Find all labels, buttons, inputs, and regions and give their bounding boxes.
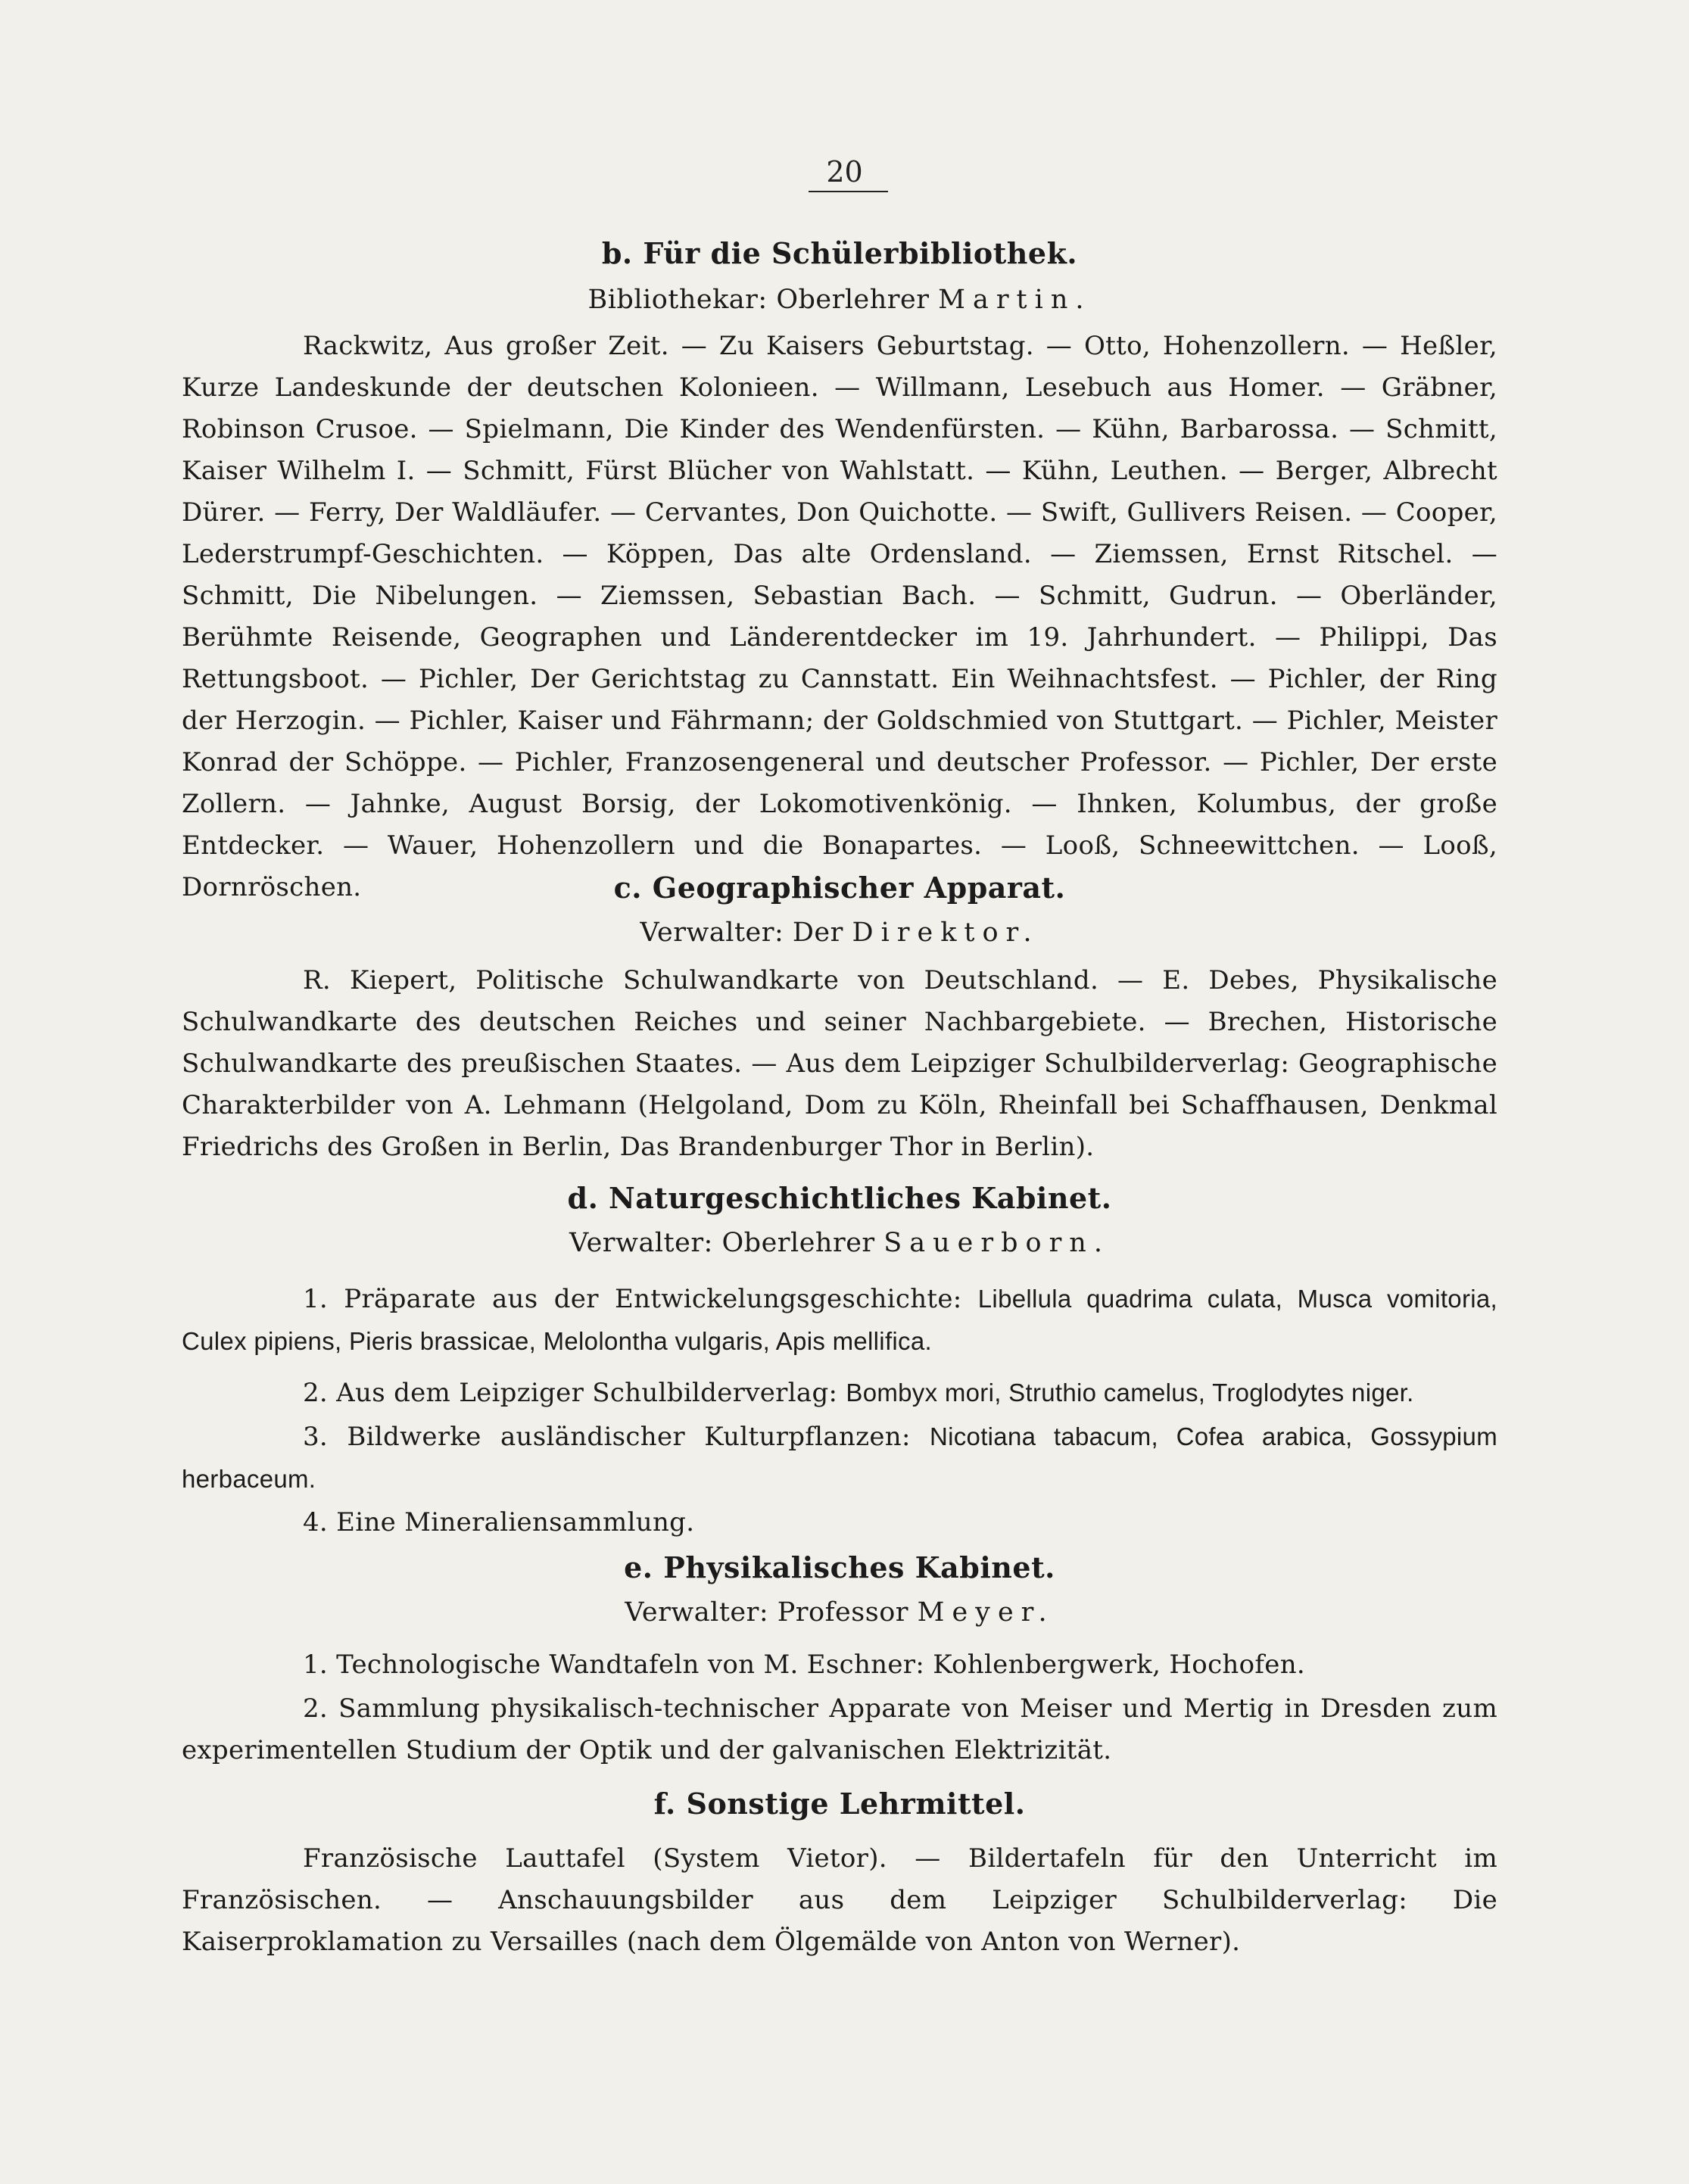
section-f-heading: f. Sonstige Lehrmittel. [653,1787,1026,1821]
item-text: Sammlung physikalisch-technischer Apparate von Meiser und Mertig in Dresden zum experimentellen Studium der Optik und der galvanischen Elektrizität. [182,1693,1497,1765]
section-c-supervisor [182,918,1497,948]
item-latin: Libellula quadrima culata, Musca vomitoria, Culex pipiens, Pieris brassicae, Melolontha vulgaris, Apis mellifica. [182,1285,1498,1355]
section-b-supervisor [182,285,1497,315]
section-c-supervisor-name: Direktor. [852,918,1039,948]
item-text: Präparate aus der Entwickelungsgeschichte: [344,1284,978,1314]
item-text: Eine Mineraliensammlung. [336,1507,695,1538]
item-latin: Bombyx mori, Struthio camelus, Troglodytes niger. [846,1379,1414,1407]
item-number: 1. [303,1284,329,1314]
section-e-supervisor-name: Meyer. [917,1597,1055,1628]
item-number: 2. [303,1693,329,1724]
item-number: 4. [303,1507,329,1538]
section-d-item [182,1278,1497,1363]
section-d-item [182,1416,1497,1500]
page-number-underline [809,191,888,192]
item-number: 2. [303,1378,329,1408]
section-c-supervisor-label: Verwalter: Der [640,918,852,948]
item-text: Technologische Wandtafeln von M. Eschner: Kohlenbergwerk, Hochofen. [336,1650,1305,1680]
item-latin: Nicotiana tabacum, Cofea arabica, Gossypium herbaceum. [182,1422,1497,1493]
section-c-body: R. Kiepert, Politische Schulwandkarte von Deutschland. — E. Debes, Physikalische Schulwandkarte des deutschen Reiches und seiner Nachbargebiete. — Brechen, Historische Schulwandkarte des preußischen Staates. — Aus dem Leipziger Schulbilderverlag: Geographische Charakterbilder von A. Lehmann (Helgoland, Dom zu Köln, Rheinfall bei Schaffhausen, Denkmal Friedrichs des Großen in Berlin, Das Brandenburger Thor in Berlin). [182,965,1497,1162]
item-text: Aus dem Leipziger Schulbilderverlag: [336,1378,846,1408]
section-b-heading: b. Für die Schülerbibliothek. [601,236,1078,270]
section-c-heading: c. Geographischer Apparat. [613,871,1066,905]
section-d-supervisor-label: Verwalter: Oberlehrer [569,1228,884,1258]
section-b-supervisor-label: Bibliothekar: Oberlehrer [587,285,939,315]
section-e-item [182,1688,1497,1771]
section-d-supervisor [182,1228,1497,1258]
section-e-heading: e. Physikalisches Kabinet. [624,1550,1055,1584]
section-d-item [182,1502,1497,1544]
section-b-body: Rackwitz, Aus großer Zeit. — Zu Kaisers Geburtstag. — Otto, Hohenzollern. — Heßler, Kurze Landeskunde der deutschen Kolonieen. — Willmann, Lesebuch aus Homer. — Gräbner, Robinson Crusoe. — Spielmann, Die Kinder des Wendenfürsten. — Kühn, Barbarossa. — Schmitt, Kaiser Wilhelm I. — Schmitt, Fürst Blücher von Wahlstatt. — Kühn, Leuthen. — Berger, Albrecht Dürer. — Ferry, Der Waldläufer. — Cervantes, Don Quichotte. — Swift, Gullivers Reisen. — Cooper, Lederstrumpf-Geschichten. — Köppen, Das alte Ordensland. — Ziemssen, Ernst Ritschel. — Schmitt, Die Nibelungen. — Ziemssen, Sebastian Bach. — Schmitt, Gudrun. — Oberländer, Berühmte Reisende, Geographen und Länderentdecker im 19. Jahrhundert. — Philippi, Das Rettungsboot. — Pichler, Der Gerichtstag zu Cannstatt. Ein Weihnachtsfest. — Pichler, der Ring der Herzogin. — Pichler, Kaiser und Fährmann; der Goldschmied von Stuttgart. — Pichler, Meister Konrad der Schöppe. — Pichler, Franzosengeneral und deutscher Professor. — Pichler, Der erste Zollern. — Jahnke, August Borsig, der Lokomotivenkönig. — Ihnken, Kolumbus, der große Entdecker. — Wauer, Hohenzollern und die Bonapartes. — Looß, Schneewittchen. — Looß, Dornröschen. [182,331,1497,902]
section-e-supervisor [182,1597,1497,1628]
section-d-heading: d. Naturgeschichtliches Kabinet. [567,1181,1112,1215]
item-text: Bildwerke ausländischer Kulturpflanzen: [347,1422,930,1452]
section-b-supervisor-name: Martin. [938,285,1092,315]
item-number: 1. [303,1650,329,1680]
section-d-supervisor-name: Sauerborn. [883,1228,1110,1258]
section-d-item [182,1372,1497,1414]
item-number: 3. [303,1422,329,1452]
section-e-supervisor-label: Verwalter: Professor [625,1597,918,1628]
page-number: 20 [826,155,863,188]
section-e-item [182,1644,1497,1686]
section-f-body: Französische Lauttafel (System Vietor). — Bildertafeln für den Unterricht im Französischen. — Anschauungsbilder aus dem Leipziger Schulbilderverlag: Die Kaiserproklamation zu Versailles (nach dem Ölgemälde von Anton von Werner). [182,1843,1497,1957]
